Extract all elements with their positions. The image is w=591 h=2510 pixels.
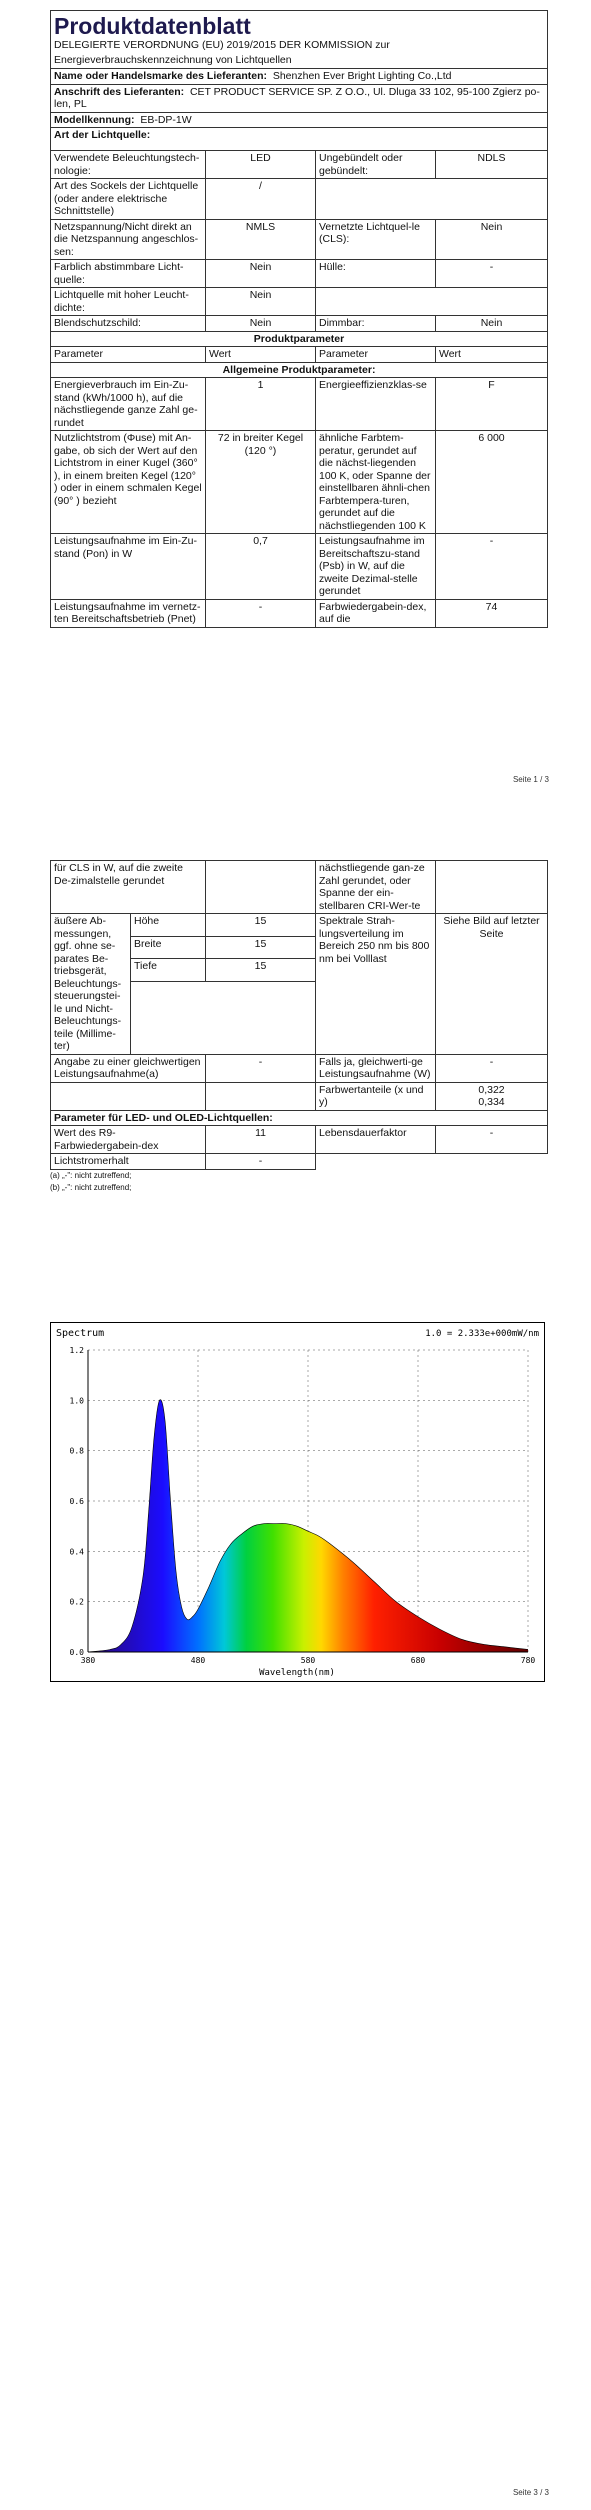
- header-cell: [51, 11, 548, 69]
- equiv-label: Angabe zu einer gleichwertigen Leistungsaufnahme(a): [51, 1054, 206, 1082]
- x-tick-label: 480: [190, 1656, 206, 1665]
- y-tick-label: 0.2: [69, 1597, 84, 1607]
- spectrum-chart: [50, 1322, 545, 1682]
- equiv-value: -: [206, 1054, 316, 1082]
- lumen-maint-empty: [316, 1154, 548, 1170]
- chroma-values: [436, 1082, 548, 1110]
- r9-label: Wert des R9-Farbwiedergabein-dex: [51, 1126, 206, 1154]
- depth-label: Tiefe: [131, 959, 206, 982]
- footnote-a: (a) „-": nicht zutreffend;: [50, 1170, 132, 1180]
- supplier-address-row: Anschrift des Lieferanten: CET PRODUCT SERVICE SP. Z O.O., Ul. Dluga 33 102, 95-100 Zgierz po-len, PL: [51, 84, 548, 112]
- x-tick-label: 780: [520, 1656, 536, 1665]
- y-tick-label: 0.4: [69, 1547, 84, 1557]
- spectral-value: Siehe Bild auf letzter Seite: [436, 914, 548, 1055]
- chroma-empty-2: [206, 1082, 316, 1110]
- page-number-3: Seite 3 / 3: [512, 2488, 549, 2497]
- colour-tunable-value: Nein: [206, 260, 316, 288]
- dims-spacer: [131, 981, 316, 1054]
- cap-value: /: [206, 179, 316, 220]
- spectrum-svg: [50, 1322, 545, 1682]
- width-label: Breite: [131, 936, 206, 959]
- x-tick-label: 380: [80, 1656, 96, 1665]
- product-params-title: Produktparameter: [51, 331, 548, 347]
- cri-value: 74: [436, 599, 548, 627]
- height-label: Höhe: [131, 914, 206, 937]
- eff-class-label: Energieeffizienzklas-se: [316, 378, 436, 431]
- col-param-1: Parameter: [51, 347, 206, 363]
- y-tick-label: 0.8: [69, 1446, 84, 1456]
- cri-label: Farbwiedergabein-dex, auf die: [316, 599, 436, 627]
- eff-class-value: F: [436, 378, 548, 431]
- tech-label: Verwendete Beleuchtungstech-nologie:: [51, 151, 206, 179]
- high-lum-value: Nein: [206, 288, 316, 316]
- net-standby-value: -: [206, 599, 316, 627]
- chroma-empty: [51, 1082, 206, 1110]
- colour-tunable-label: Farblich abstimmbare Licht-quelle:: [51, 260, 206, 288]
- light-source-section-title: Art der Lichtquelle:: [51, 128, 548, 151]
- height-value: 15: [206, 914, 316, 937]
- high-lum-label: Lichtquelle mit hoher Leucht-dichte:: [51, 288, 206, 316]
- glare-label: Blendschutzschild:: [51, 316, 206, 332]
- y-tick-label: 0.0: [69, 1648, 84, 1657]
- tech-value: LED: [206, 151, 316, 179]
- equiv-power-value: -: [436, 1054, 548, 1082]
- regulation-line-1: DELEGIERTE VERORDNUNG (EU) 2019/2015 DER KOMMISSION zur: [54, 39, 390, 51]
- energy-label: Energieverbrauch im Ein-Zu-stand (kWh/1000 h), auf die nächstliegende ganze Zahl ge-rundet: [51, 378, 206, 431]
- cri-cont: nächstliegende gan-ze Zahl gerundet, oder Spanne der ein-stellbaren CRI-Wer-te: [316, 861, 436, 914]
- survival-label: Lebensdauerfaktor: [316, 1126, 436, 1154]
- x-tick-label: 680: [410, 1656, 426, 1665]
- page-number-1: Seite 1 / 3: [512, 775, 549, 784]
- cri-cont-value: [436, 861, 548, 914]
- width-value: 15: [206, 936, 316, 959]
- envelope-value: -: [436, 260, 548, 288]
- lumen-maint-value: -: [206, 1154, 316, 1170]
- chart-title: Spectrum: [56, 1328, 105, 1339]
- survival-value: -: [436, 1126, 548, 1154]
- spectral-label: Spektrale Strah-lungsverteilung im Bereich 250 nm bis 800 nm bei Volllast: [316, 914, 436, 1055]
- flux-value: 72 in breiter Kegel (120 °): [206, 431, 316, 534]
- page-title: Produktdatenblatt: [54, 13, 251, 39]
- connected-value: Nein: [436, 219, 548, 260]
- chroma-label: Farbwertanteile (x und y): [316, 1082, 436, 1110]
- col-value-1: Wert: [206, 347, 316, 363]
- net-standby-label: Leistungsaufnahme im vernetz-ten Bereitschaftsbetrieb (Pnet): [51, 599, 206, 627]
- datasheet-table-page-2: [50, 860, 548, 1170]
- mains-label: Netzspannung/Nicht direkt an die Netzspannung angeschlos-sen:: [51, 219, 206, 260]
- regulation-line-2: Energieverbrauchskennzeichnung von Lichtquellen: [54, 53, 292, 66]
- focused-label: Ungebündelt oder gebündelt:: [316, 151, 436, 179]
- standby-label: Leistungsaufnahme im Bereitschaftszu-stand (Psb) in W, auf die zweite Dezimal-stelle gerundet: [316, 534, 436, 600]
- dimmable-value: Nein: [436, 316, 548, 332]
- flux-label: Nutzlichtstrom (Φuse) mit An-gabe, ob sich der Wert auf den Lichtstrom in einer Kugel (360° ), in einem breiten Kegel (120° ) oder in einem schmalen Kegel (90° ) bezieht: [51, 431, 206, 534]
- y-tick-label: 0.6: [69, 1497, 84, 1506]
- focused-value: NDLS: [436, 151, 548, 179]
- envelope-label: Hülle:: [316, 260, 436, 288]
- glare-value: Nein: [206, 316, 316, 332]
- equiv-power-label: Falls ja, gleichwerti-ge Leistungsaufnahme (W): [316, 1054, 436, 1082]
- cap-label: Art des Sockels der Lichtquelle (oder andere elektrische Schnittstelle): [51, 179, 206, 220]
- chroma-x: 0,322: [478, 1083, 505, 1096]
- connected-label: Vernetzte Lichtquel-le (CLS):: [316, 219, 436, 260]
- chroma-y: 0,334: [478, 1096, 505, 1108]
- depth-value: 15: [206, 959, 316, 982]
- energy-value: 1: [206, 378, 316, 431]
- supplier-name-row: Name oder Handelsmarke des Lieferanten: Shenzhen Ever Bright Lighting Co.,Ltd: [51, 69, 548, 85]
- x-tick-label: 580: [300, 1656, 316, 1665]
- col-value-2: Wert: [436, 347, 548, 363]
- general-params-title: Allgemeine Produktparameter:: [51, 362, 548, 378]
- net-standby-cont-value: [206, 861, 316, 914]
- y-tick-label: 1.2: [69, 1346, 84, 1355]
- col-param-2: Parameter: [316, 347, 436, 363]
- model-row: Modellkennung: EB-DP-1W: [51, 112, 548, 128]
- page-1: [0, 0, 591, 800]
- power-on-label: Leistungsaufnahme im Ein-Zu-stand (Pon) in W: [51, 534, 206, 600]
- chart-scale-note: 1.0 = 2.333e+000mW/nm: [425, 1329, 539, 1339]
- cct-label: ähnliche Farbtem-peratur, gerundet auf die nächst-liegenden 100 K, oder Spanne der einstellbaren ähnli-chen Farbtempera-turen, gerundet auf die nächstliegenden 100 K: [316, 431, 436, 534]
- datasheet-table-page-1: [50, 10, 548, 628]
- mains-value: NMLS: [206, 219, 316, 260]
- lumen-maint-label: Lichtstromerhalt: [51, 1154, 206, 1170]
- net-standby-cont: für CLS in W, auf die zweite De-zimalstelle gerundet: [51, 861, 206, 914]
- chart-xlabel: Wavelength(nm): [259, 1668, 335, 1678]
- cap-empty: [316, 179, 548, 220]
- footnote-b: (b) „-": nicht zutreffend;: [50, 1182, 132, 1192]
- high-lum-empty: [316, 288, 548, 316]
- standby-value: -: [436, 534, 548, 600]
- r9-value: 11: [206, 1126, 316, 1154]
- led-params-title: Parameter für LED- und OLED-Lichtquellen:: [51, 1110, 548, 1126]
- power-on-value: 0,7: [206, 534, 316, 600]
- cct-value: 6 000: [436, 431, 548, 534]
- y-tick-label: 1.0: [69, 1396, 84, 1406]
- dimmable-label: Dimmbar:: [316, 316, 436, 332]
- dims-label: äußere Ab-messungen, ggf. ohne se-parates Be-triebsgerät, Beleuchtungs-steuerungstei-le und Nicht-Beleuchtungs-teile (Millime-ter): [51, 914, 131, 1055]
